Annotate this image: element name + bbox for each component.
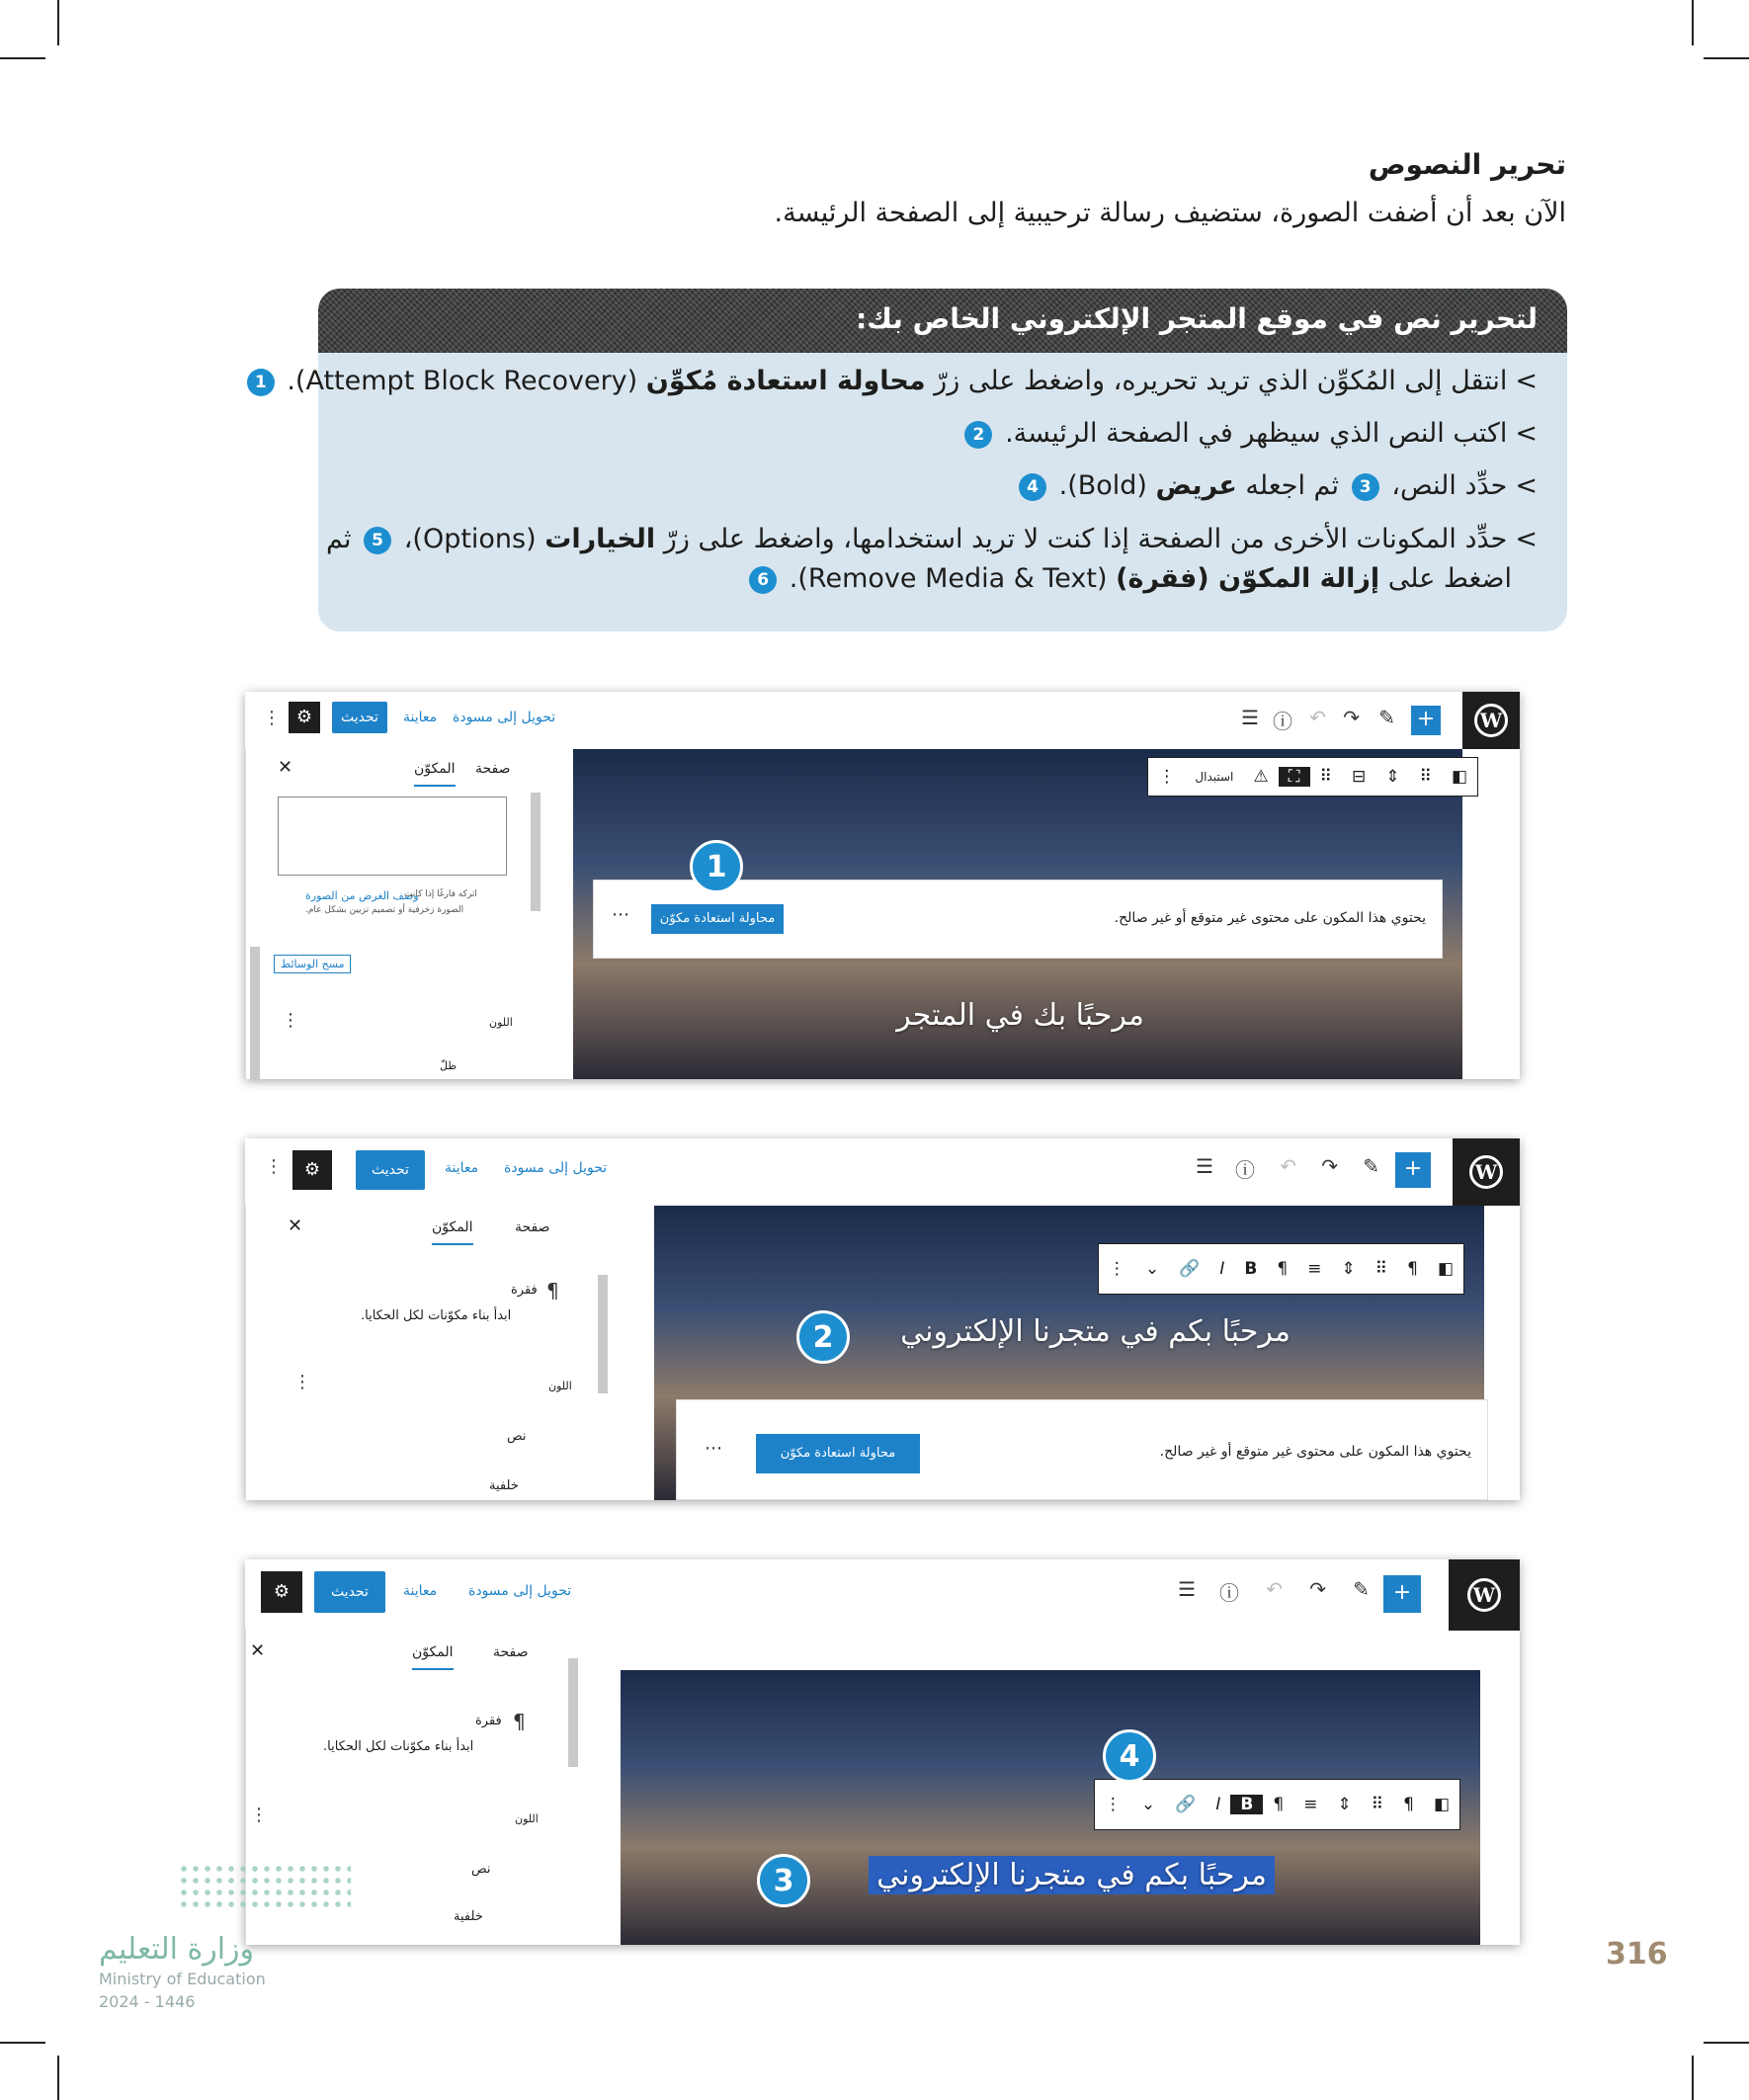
bold-icon[interactable]: B (1230, 1795, 1263, 1814)
info-icon[interactable]: ⓘ (1219, 1581, 1239, 1605)
block-toolbar (1098, 1243, 1464, 1295)
crop-mark (57, 0, 59, 45)
color-section-label: اللون (548, 1380, 572, 1392)
fullscreen-icon[interactable]: ⛶ (1279, 767, 1310, 787)
tab-page[interactable]: صفحة (493, 1644, 529, 1660)
wordpress-logo[interactable] (1449, 1559, 1520, 1631)
add-block-button[interactable]: + (1395, 1152, 1431, 1188)
step-number-badge: 2 (964, 421, 992, 449)
crop-mark (0, 2042, 45, 2044)
step-text: حدِّد المكونات الأخرى من الصفحة إذا كنت لا تريد استخدامها، واضغط على زرّ (655, 524, 1508, 554)
step-number-badge: 5 (364, 527, 391, 554)
alt-text-note: الصورة زخرفية أو تصميم تزيين بشكل عام. (305, 905, 464, 915)
instruction-box-title: لتحرير نص في موقع المتجر الإلكتروني الخاص بك: (856, 302, 1538, 335)
drag-handle-icon[interactable]: ⠿ (1371, 1795, 1384, 1814)
list-view-icon[interactable]: ☰ (1196, 1154, 1213, 1178)
block-options-icon[interactable]: ⋯ (705, 1438, 722, 1459)
step-bold: الخيارات (544, 524, 656, 554)
edition-year: 2024 - 1446 (99, 1992, 196, 2011)
step-bold: محاولة استعادة مُكوِّن (645, 366, 926, 396)
wordpress-icon: W (1469, 1155, 1503, 1189)
screenshot-2 (245, 1138, 1520, 1500)
block-name: فقرة (511, 1283, 538, 1298)
step-number-badge: 1 (247, 369, 275, 396)
step-text: (Remove Media & Text). (789, 563, 1117, 594)
hero-heading[interactable]: مرحبًا بك في المتجر (896, 998, 1144, 1033)
move-icon[interactable]: ⇕ (1337, 1795, 1352, 1814)
crop-mark (57, 2056, 59, 2100)
clear-media-button[interactable]: مسح الوسائط (274, 955, 351, 973)
sidebar-scrollbar[interactable] (531, 793, 541, 911)
tab-page[interactable]: صفحة (475, 761, 511, 777)
pencil-icon[interactable]: ✎ (1378, 706, 1395, 729)
block-description: ابدأ بناء مكوّنات لكل الحكايا. (323, 1739, 474, 1754)
paragraph-icon: ¶ (546, 1279, 559, 1302)
shadow-option[interactable]: ظلّ (440, 1059, 458, 1072)
block-toolbar (1094, 1779, 1460, 1830)
step-3 (1015, 470, 1538, 501)
wordpress-icon: W (1474, 704, 1508, 737)
callout-badge: 4 (1103, 1729, 1156, 1783)
switch-to-draft-link[interactable]: تحويل إلى مسودة (504, 1160, 608, 1176)
drag-handle-icon[interactable]: ⠿ (1419, 767, 1432, 787)
color-options-icon[interactable]: ⋮ (250, 1805, 268, 1825)
color-options-icon[interactable]: ⋮ (282, 1010, 299, 1031)
callout-badge: 3 (757, 1854, 810, 1907)
step-number-badge: 6 (749, 566, 777, 594)
screenshot-3 (245, 1559, 1520, 1945)
text-direction-icon[interactable]: ¶ (1273, 1795, 1285, 1814)
preview-link[interactable]: معاينة (445, 1160, 479, 1176)
switch-to-draft-link[interactable]: تحويل إلى مسودة (453, 710, 556, 725)
block-warning (676, 1399, 1488, 1500)
text-direction-icon[interactable]: ¶ (1277, 1259, 1289, 1279)
block-name: فقرة (475, 1714, 502, 1728)
alt-text-note: اتركه فارغًا إذا كانت (404, 889, 477, 899)
crop-mark (1692, 2056, 1694, 2100)
warning-icon[interactable]: ⚠ (1253, 767, 1269, 787)
text-color-option[interactable]: نص (471, 1862, 491, 1877)
step-text: ثم (326, 524, 361, 554)
drag-handle-icon[interactable]: ⠿ (1374, 1259, 1388, 1279)
paragraph-icon[interactable]: ¶ (1403, 1795, 1414, 1814)
screenshot-1 (245, 692, 1520, 1079)
warning-message: يحتوي هذا المكون على محتوى غير متوقع أو غير صالح. (1159, 1444, 1471, 1460)
more-options-icon[interactable]: ⋮ (265, 1156, 283, 1177)
attempt-block-recovery-button[interactable]: محاولة استعادة مكوّن (756, 1434, 920, 1473)
wordpress-icon: W (1467, 1578, 1501, 1612)
paragraph-icon[interactable]: ¶ (1407, 1259, 1418, 1279)
color-section-label: اللون (489, 1016, 513, 1029)
settings-sidebar (245, 749, 541, 1079)
crop-mark (1692, 0, 1694, 45)
step-2 (960, 418, 1538, 449)
undo-icon[interactable]: ↶ (1309, 706, 1326, 729)
settings-sidebar (245, 1206, 611, 1500)
step-number-badge: 4 (1019, 473, 1046, 501)
block-options-icon[interactable]: ⋯ (612, 904, 629, 925)
sidebar-scrollbar[interactable] (598, 1275, 608, 1393)
link-icon[interactable]: 🔗 (1179, 1259, 1201, 1279)
tab-block[interactable]: المكوّن (432, 1219, 473, 1245)
more-options-icon[interactable]: ⋮ (1158, 767, 1176, 787)
block-description: ابدأ بناء مكوّنات لكل الحكايا. (361, 1308, 512, 1323)
step-text: (Bold). (1058, 470, 1156, 501)
tab-block[interactable]: المكوّن (414, 761, 456, 787)
link-icon[interactable]: 🔗 (1175, 1795, 1197, 1814)
step-4 (326, 524, 1538, 554)
page-number: 316 (1606, 1937, 1668, 1972)
crop-mark (1704, 57, 1749, 59)
crop-mark (1704, 2042, 1749, 2044)
step-text: انتقل إلى المُكوِّن الذي تريد تحريره، واضغط على زرّ (925, 366, 1508, 396)
step-bold: إزالة المكوّن (فقرة) (1116, 563, 1380, 594)
settings-gear-icon[interactable]: ⚙ (292, 1150, 332, 1190)
chevron-down-icon[interactable]: ⌄ (1140, 1795, 1156, 1814)
update-button[interactable]: تحديث (356, 1150, 425, 1190)
media-text-icon[interactable]: ◧ (1451, 767, 1467, 787)
warning-message: يحتوي هذا المكون على محتوى غير متوقع أو غير صالح. (1114, 910, 1426, 926)
sidebar-scrollbar[interactable] (250, 947, 260, 1079)
drag-icon[interactable]: ⠿ (1319, 767, 1332, 787)
wordpress-logo[interactable] (1462, 692, 1520, 749)
ministry-logo-dots (178, 1863, 351, 1912)
undo-icon[interactable]: ↶ (1266, 1577, 1283, 1601)
wordpress-logo[interactable] (1453, 1138, 1520, 1206)
intro-paragraph: الآن بعد أن أضفت الصورة، ستضيف رسالة ترحيبية إلى الصفحة الرئيسة. (774, 198, 1566, 228)
preview-link[interactable]: معاينة (403, 1583, 438, 1599)
close-sidebar-icon[interactable]: ✕ (278, 757, 293, 778)
tab-block[interactable]: المكوّن (412, 1644, 454, 1670)
pencil-icon[interactable]: ✎ (1353, 1577, 1370, 1601)
add-block-button[interactable]: + (1383, 1575, 1421, 1613)
pencil-icon[interactable]: ✎ (1363, 1154, 1379, 1178)
italic-icon[interactable]: I (1219, 1259, 1225, 1279)
color-options-icon[interactable]: ⋮ (293, 1372, 311, 1392)
more-options-icon[interactable]: ⋮ (1104, 1795, 1122, 1814)
attempt-block-recovery-button[interactable]: محاولة استعادة مكوّن (651, 904, 784, 934)
step-bold: عريض (1155, 470, 1237, 501)
step-number-badge: 3 (1352, 473, 1379, 501)
align-icon[interactable]: ≡ (1303, 1795, 1318, 1814)
paragraph-icon: ¶ (513, 1710, 526, 1733)
hero-heading-selected[interactable]: مرحبًا بكم في متجرنا الإلكتروني (869, 1856, 1275, 1894)
undo-icon[interactable]: ↶ (1280, 1154, 1296, 1178)
close-sidebar-icon[interactable]: ✕ (288, 1216, 303, 1236)
background-color-option[interactable]: خلفية (489, 1478, 519, 1493)
add-block-button[interactable]: + (1411, 706, 1441, 735)
update-button[interactable]: تحديث (314, 1571, 385, 1613)
italic-icon[interactable]: I (1215, 1795, 1221, 1814)
callout-badge: 2 (796, 1310, 850, 1364)
media-text-icon[interactable]: ◧ (1433, 1795, 1450, 1814)
step-marker: > (1515, 524, 1538, 554)
alt-text-field[interactable] (278, 797, 507, 876)
step-text: حدِّد النص، (1391, 470, 1508, 501)
sidebar-scrollbar[interactable] (568, 1658, 578, 1767)
block-toolbar (1147, 757, 1478, 797)
settings-gear-icon[interactable]: ⚙ (261, 1571, 302, 1613)
alt-text-help-link[interactable]: وصف الغرض من الصورة (305, 889, 419, 902)
bold-icon[interactable]: B (1244, 1259, 1258, 1279)
ministry-logo-text: وزارة التعليم (99, 1932, 255, 1967)
more-options-icon[interactable]: ⋮ (263, 708, 281, 728)
background-color-option[interactable]: خلفية (454, 1909, 483, 1924)
step-text: (Attempt Block Recovery). (287, 366, 646, 396)
step-4-continued (745, 563, 1512, 594)
step-text: اكتب النص الذي سيظهر في الصفحة الرئيسة. (1005, 418, 1508, 449)
close-sidebar-icon[interactable]: ✕ (250, 1640, 266, 1661)
preview-link[interactable]: معاينة (403, 710, 438, 725)
switch-to-draft-link[interactable]: تحويل إلى مسودة (468, 1583, 572, 1599)
chevron-down-icon[interactable]: ⌄ (1144, 1259, 1160, 1279)
step-marker: > (1515, 366, 1538, 396)
align-icon[interactable]: ≡ (1307, 1259, 1322, 1279)
redo-icon[interactable]: ↷ (1343, 706, 1360, 729)
redo-icon[interactable]: ↷ (1321, 1154, 1338, 1178)
list-view-icon[interactable]: ☰ (1241, 706, 1259, 729)
more-options-icon[interactable]: ⋮ (1108, 1259, 1125, 1279)
settings-gear-icon[interactable]: ⚙ (289, 702, 320, 733)
ministry-english-name: Ministry of Education (99, 1970, 266, 1988)
info-icon[interactable]: ⓘ (1273, 710, 1292, 733)
hero-heading[interactable]: مرحبًا بكم في متجرنا الإلكتروني (900, 1314, 1291, 1349)
list-view-icon[interactable]: ☰ (1178, 1577, 1196, 1601)
step-text: (Options)، (403, 524, 545, 554)
media-text-icon[interactable]: ◧ (1437, 1259, 1454, 1279)
replace-button[interactable]: استبدال (1195, 770, 1234, 784)
step-1 (243, 366, 1538, 396)
instruction-box (254, 289, 1567, 631)
step-marker: > (1515, 470, 1538, 501)
move-icon[interactable]: ⇕ (1385, 767, 1400, 787)
callout-badge: 1 (690, 840, 743, 893)
page-title: تحرير النصوص (1368, 148, 1566, 181)
step-marker: > (1515, 418, 1538, 449)
info-icon[interactable]: ⓘ (1235, 1158, 1255, 1182)
update-button[interactable]: تحديث (332, 702, 387, 733)
text-color-option[interactable]: نص (507, 1429, 527, 1444)
step-text: ثم اجعله (1236, 470, 1348, 501)
color-section-label: اللون (515, 1812, 539, 1825)
tab-page[interactable]: صفحة (515, 1219, 550, 1235)
move-icon[interactable]: ⇕ (1341, 1259, 1356, 1279)
step-text: اضغط على (1379, 563, 1512, 594)
align-icon[interactable]: ⊟ (1351, 767, 1367, 787)
redo-icon[interactable]: ↷ (1309, 1577, 1326, 1601)
crop-mark (0, 57, 45, 59)
